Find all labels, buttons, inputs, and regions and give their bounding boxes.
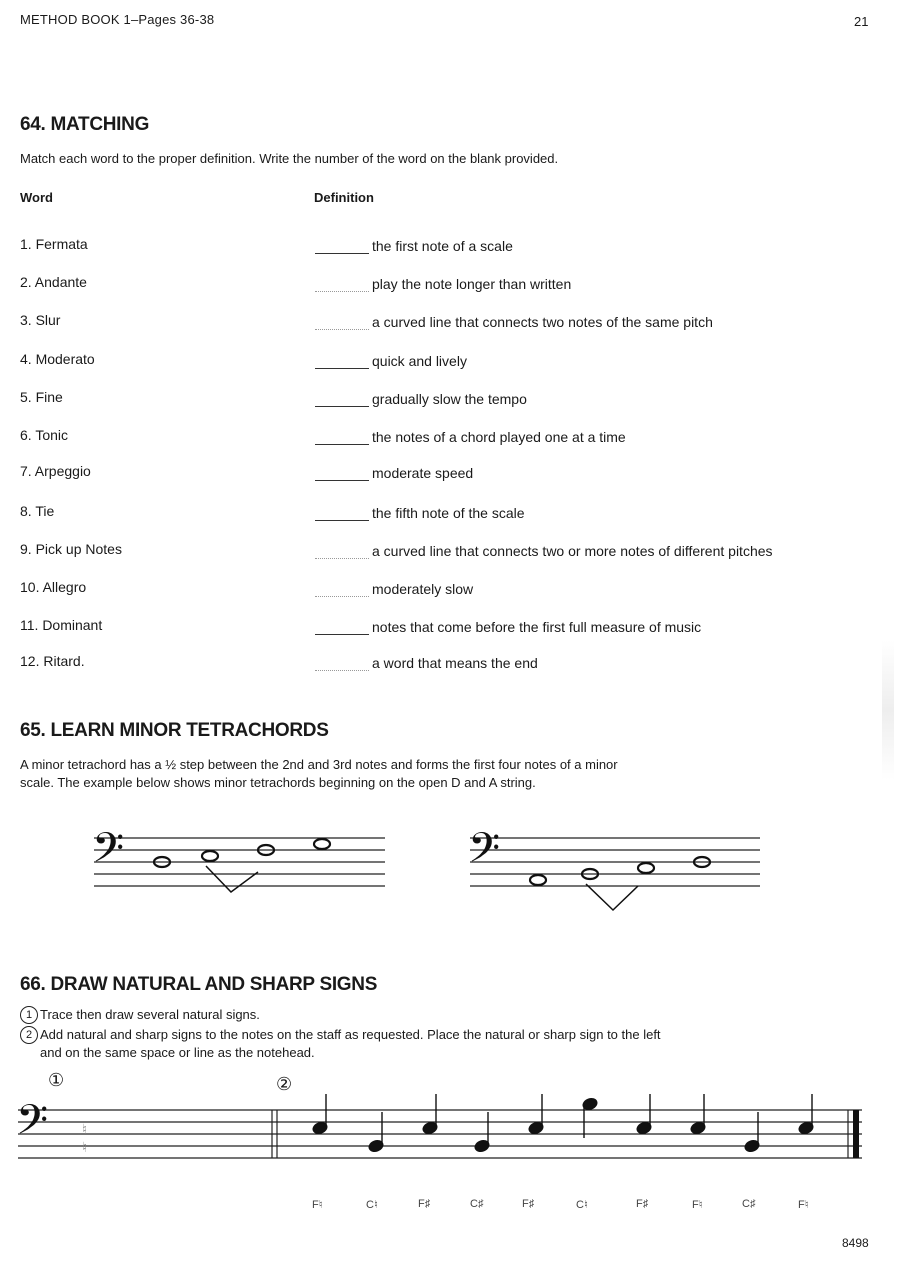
step-number: 1 [20,1006,38,1024]
quarter-notes [312,1094,815,1153]
note-label: F♮ [798,1199,809,1211]
whole-note [530,875,546,885]
definition-item: the notes of a chord played one at a time [372,429,626,445]
answer-blank[interactable] [315,633,369,635]
definition-item: a curved line that connects two or more notes of different pitches [372,543,773,559]
section-66-title: 66. DRAW NATURAL AND SHARP SIGNS [20,974,378,995]
answer-blank[interactable] [315,479,369,481]
note-label: C♯ [470,1198,484,1210]
whole-note [638,863,654,873]
word-item: 5. Fine [20,389,63,405]
step-2-instruction: Add natural and sharp signs to the notes on the staff as requested. Place the natural or sharp sign to the left [40,1027,661,1042]
word-item: 7. Arpeggio [20,463,91,479]
note-label: C♯ [742,1198,756,1210]
answer-blank[interactable] [315,367,369,369]
note-label: F♮ [692,1199,703,1211]
section-64-title: 64. MATCHING [20,114,150,135]
notes-a-tetrachord [530,857,710,885]
definition-item: moderately slow [372,581,474,597]
answer-blank[interactable] [315,519,369,521]
step-1-instruction: Trace then draw several natural signs. [40,1007,260,1022]
staff-a-tetrachord [470,838,760,886]
definition-item: gradually slow the tempo [372,391,527,407]
step-2-instruction: and on the same space or line as the notehead. [40,1045,315,1060]
half-step-mark [206,866,258,892]
word-item: 10. Allegro [20,579,87,595]
word-item: 4. Moderato [20,351,95,367]
definition-item: play the note longer than written [372,276,572,292]
definition-item: the first note of a scale [372,238,513,254]
definition-item: quick and lively [372,353,467,369]
answer-blank[interactable] [315,252,369,254]
whole-note [314,839,330,849]
page-number: 21 [854,14,869,29]
note-label: F♯ [636,1198,649,1210]
definition-item: a curved line that connects two notes of the same pitch [372,314,713,330]
section-64-instructions: Match each word to the proper definition. Write the number of the word on the blank provided. [20,151,559,166]
note-label: C♮ [366,1199,378,1211]
natural-sign-icon: ♮ [82,1122,88,1138]
section-65-text: A minor tetrachord has a ½ step between the 2nd and 3rd notes and forms the first four notes of a minor [20,757,618,772]
word-item: 6. Tonic [20,427,68,443]
running-header: METHOD BOOK 1–Pages 36-38 [20,12,215,27]
note-label: F♯ [418,1198,431,1210]
answer-blank[interactable] [315,669,369,671]
word-item: 1. Fermata [20,236,88,252]
book-code: 8498 [842,1236,869,1250]
note-label: F♯ [522,1198,535,1210]
whole-note [202,851,218,861]
column-header-definition: Definition [314,190,374,205]
bass-clef-icon: 𝄢 [92,824,125,882]
word-item: 3. Slur [20,312,61,328]
page-edge-shadow [882,640,894,780]
word-item: 2. Andante [20,274,87,290]
word-item: 12. Ritard. [20,653,85,669]
staff-d-tetrachord [94,838,385,886]
answer-blank[interactable] [315,595,369,597]
practice-staff [0,1090,880,1180]
marker-2: ② [276,1074,293,1094]
column-header-word: Word [20,190,53,205]
half-step-mark [586,884,638,910]
definition-item: notes that come before the first full measure of music [372,619,702,635]
definition-item: moderate speed [372,465,474,481]
section-65-title: 65. LEARN MINOR TETRACHORDS [20,720,329,741]
answer-blank[interactable] [315,405,369,407]
definition-item: the fifth note of the scale [372,505,525,521]
definition-item: a word that means the end [372,655,538,671]
answer-blank[interactable] [315,290,369,292]
word-item: 9. Pick up Notes [20,541,122,557]
answer-blank[interactable] [315,328,369,330]
word-item: 11. Dominant [20,617,103,633]
tetrachord-staves [80,820,790,920]
word-item: 8. Tie [20,503,55,519]
bass-clef-icon: 𝄢 [16,1096,49,1154]
note-label: C♮ [576,1199,588,1211]
step-number: 2 [20,1026,38,1044]
bass-clef-icon: 𝄢 [468,824,501,882]
note-label: F♮ [312,1199,323,1211]
section-65-text: scale. The example below shows minor tetrachords beginning on the open D and A string. [20,775,536,790]
answer-blank[interactable] [315,443,369,445]
notes-d-tetrachord [154,839,330,867]
answer-blank[interactable] [315,557,369,559]
natural-sign-icon: ♮ [82,1140,88,1156]
marker-1: ① [48,1070,65,1090]
